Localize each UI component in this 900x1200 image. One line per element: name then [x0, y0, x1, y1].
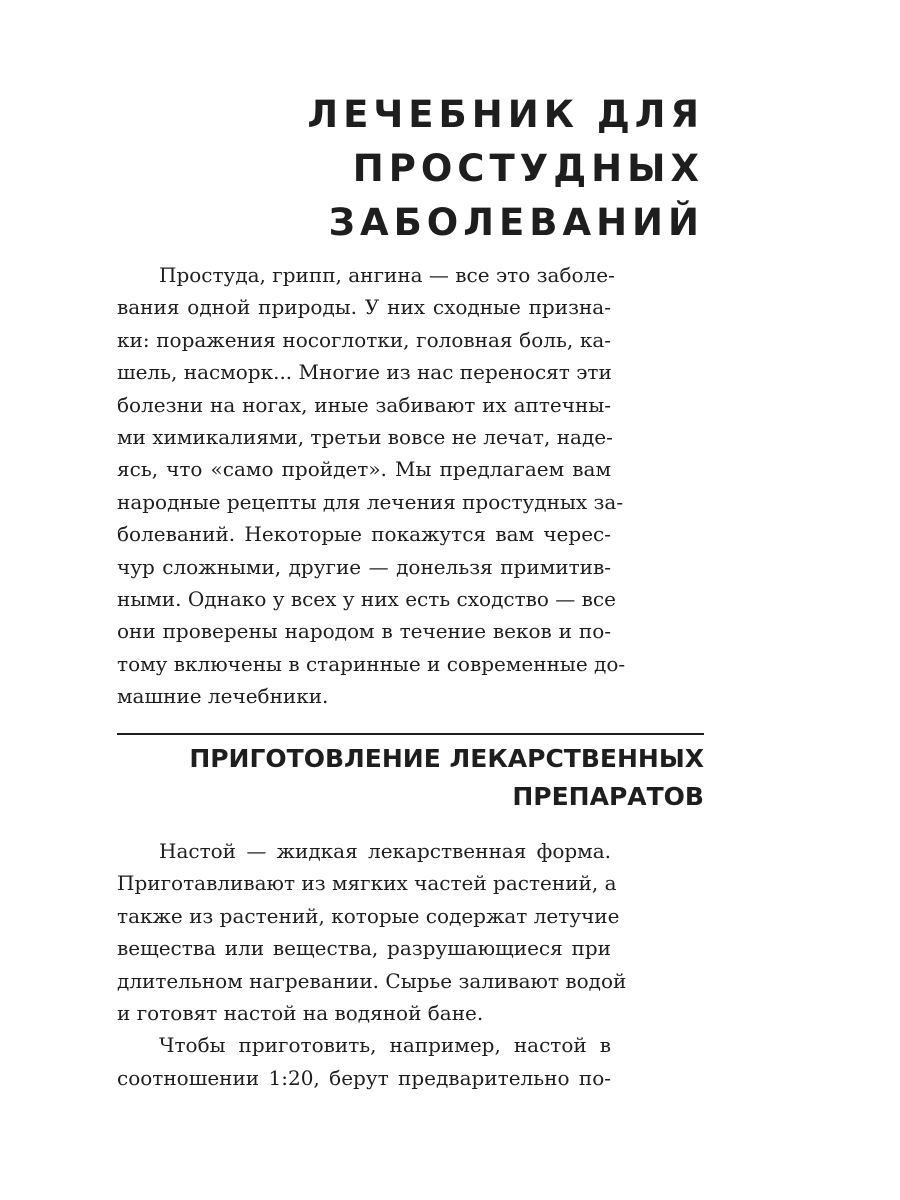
text-line: машние лечебники.: [117, 684, 329, 709]
text-line: также из растений, которые содержат летучие: [117, 903, 620, 928]
text-line: болеваний. Некоторые покажутся вам черес-: [117, 522, 611, 547]
infusion-section-body: [117, 835, 627, 1094]
infusion-paragraph-2: [117, 1029, 611, 1094]
text-line: вещества или вещества, разрушающиеся при: [117, 936, 611, 961]
chapter-title-line: ЛЕЧЕБНИК ДЛЯ: [307, 93, 704, 136]
text-line: Приготавливают из мягких частей растений, а: [117, 871, 617, 896]
chapter-title: [104, 88, 704, 250]
text-line: народные рецепты для лечения простудных за-: [117, 489, 624, 514]
text-line: соотношении 1:20, берут предварительно по-: [117, 1065, 611, 1090]
section-title-line: ПРИГОТОВЛЕНИЕ ЛЕКАРСТВЕННЫХ: [189, 744, 704, 773]
text-line: ми химикалиями, третьи вовсе не лечат, наде-: [117, 425, 613, 450]
text-line: длительном нагревании. Сырье заливают водой: [117, 968, 627, 993]
section-divider: [117, 733, 704, 735]
chapter-title-line: ПРОСТУДНЫХ: [352, 147, 704, 190]
text-line: и готовят настой на водяной бане.: [117, 1001, 484, 1026]
infusion-paragraph-1: [117, 835, 627, 1029]
intro-paragraph: [117, 259, 626, 713]
section-title: [104, 740, 704, 816]
text-line: Чтобы приготовить, например, настой в: [159, 1033, 611, 1058]
text-line: ки: поражения носоглотки, головная боль, ка-: [117, 327, 611, 352]
text-line: Простуда, грипп, ангина — все это заболе-: [159, 263, 615, 287]
text-line: они проверены народом в течение веков и по-: [117, 619, 611, 644]
intro-text: [117, 259, 626, 713]
text-line: ными. Однако у всех у них есть сходство — все: [117, 587, 616, 612]
text-line: вания одной природы. У них сходные призна-: [117, 295, 611, 320]
text-line: ясь, что «само пройдет». Мы предлагаем вам: [117, 457, 611, 482]
text-line: чур сложными, другие — донельзя примитив-: [117, 554, 611, 579]
chapter-title-line: ЗАБОЛЕВАНИЙ: [328, 201, 704, 244]
text-line: шель, насморк... Многие из нас переносят эти: [117, 360, 612, 385]
section-title-line: ПРЕПАРАТОВ: [512, 782, 704, 811]
text-line: болезни на ногах, иные забивают их аптечны-: [117, 392, 611, 417]
text-line: Настой — жидкая лекарственная форма.: [159, 839, 611, 863]
text-line: тому включены в старинные и современные до-: [117, 651, 626, 676]
